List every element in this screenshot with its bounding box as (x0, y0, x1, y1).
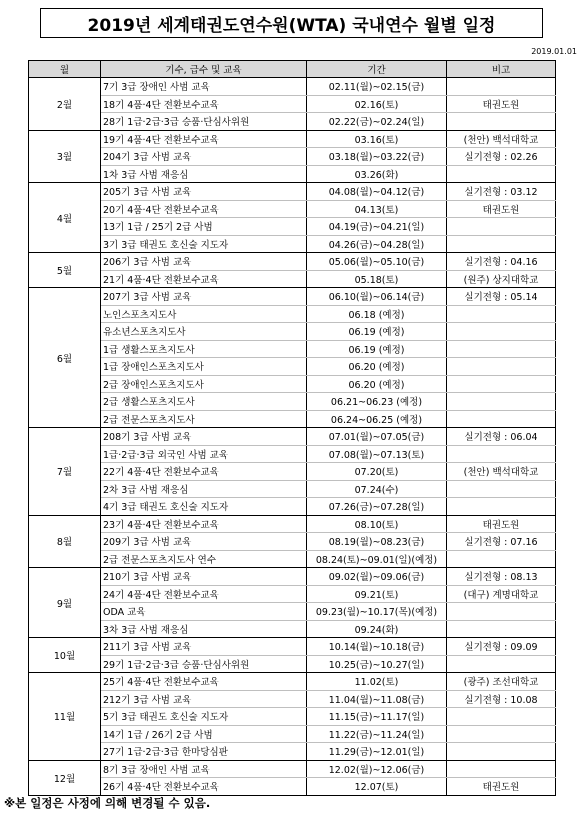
course-cell: 2급 전문스포츠지도사 (101, 410, 307, 428)
note-cell (447, 655, 556, 673)
period-cell: 09.23(월)~10.17(목)(예정) (307, 603, 447, 621)
course-cell: 19기 4품·4단 전환보수교육 (101, 130, 307, 148)
table-row (29, 743, 556, 761)
header-period: 기간 (307, 61, 447, 78)
note-cell: 실기전형 : 04.16 (447, 253, 556, 271)
table-row (29, 655, 556, 673)
table-row (29, 305, 556, 323)
course-cell: 1급 장애인스포츠지도사 (101, 358, 307, 376)
period-cell: 04.26(금)~04.28(일) (307, 235, 447, 253)
period-cell: 12.02(월)~12.06(금) (307, 760, 447, 778)
course-cell: 21기 4품·4단 전환보수교육 (101, 270, 307, 288)
note-cell: (원주) 상지대학교 (447, 270, 556, 288)
course-cell: 210기 3급 사범 교육 (101, 568, 307, 586)
table-row (29, 95, 556, 113)
table-row (29, 410, 556, 428)
period-cell: 06.20 (예정) (307, 375, 447, 393)
header-month: 월 (29, 61, 101, 78)
course-cell: 7기 3급 장애인 사범 교육 (101, 78, 307, 96)
course-cell: 23기 4품·4단 전환보수교육 (101, 515, 307, 533)
table-row (29, 340, 556, 358)
note-cell (447, 358, 556, 376)
course-cell: 8기 3급 장애인 사범 교육 (101, 760, 307, 778)
table-row (29, 218, 556, 236)
document-title (40, 8, 543, 38)
period-cell: 06.24~06.25 (예정) (307, 410, 447, 428)
period-cell: 08.10(토) (307, 515, 447, 533)
note-cell (447, 480, 556, 498)
note-cell (447, 445, 556, 463)
period-cell: 06.21~06.23 (예정) (307, 393, 447, 411)
course-cell: 18기 4품·4단 전환보수교육 (101, 95, 307, 113)
table-row (29, 130, 556, 148)
course-cell: 25기 4품·4단 전환보수교육 (101, 673, 307, 691)
note-cell: 실기전형 : 10.08 (447, 690, 556, 708)
table-row (29, 253, 556, 271)
month-cell: 5월 (29, 253, 101, 288)
table-header-row (29, 61, 556, 78)
course-cell: 1급·2급·3급 외국인 사범 교육 (101, 445, 307, 463)
period-cell: 08.19(월)~08.23(금) (307, 533, 447, 551)
note-cell: 실기전형 : 03.12 (447, 183, 556, 201)
month-cell: 7월 (29, 428, 101, 516)
course-cell: 20기 4품·4단 전환보수교육 (101, 200, 307, 218)
period-cell: 11.22(금)~11.24(일) (307, 725, 447, 743)
note-cell (447, 78, 556, 96)
note-cell: (천안) 백석대학교 (447, 130, 556, 148)
course-cell: 22기 4품·4단 전환보수교육 (101, 463, 307, 481)
period-cell: 11.04(월)~11.08(금) (307, 690, 447, 708)
header-course: 기수, 급수 및 교육 (101, 61, 307, 78)
period-cell: 03.16(토) (307, 130, 447, 148)
note-cell: 태권도원 (447, 200, 556, 218)
period-cell: 04.13(토) (307, 200, 447, 218)
course-cell: 27기 1급·2급·3급 한마당심판 (101, 743, 307, 761)
note-cell (447, 375, 556, 393)
note-cell (447, 620, 556, 638)
course-cell: 2급 장애인스포츠지도사 (101, 375, 307, 393)
course-cell: 2급 전문스포츠지도사 연수 (101, 550, 307, 568)
footer-note: ※본 일정은 사정에 의해 변경될 수 있음. (4, 796, 211, 810)
month-cell: 4월 (29, 183, 101, 253)
period-cell: 12.07(토) (307, 778, 447, 796)
course-cell: 207기 3급 사범 교육 (101, 288, 307, 306)
header-note: 비고 (447, 61, 556, 78)
period-cell: 06.20 (예정) (307, 358, 447, 376)
table-row (29, 480, 556, 498)
period-cell: 06.19 (예정) (307, 323, 447, 341)
note-cell (447, 305, 556, 323)
table-row (29, 778, 556, 796)
course-cell: 26기 4품·4단 전환보수교육 (101, 778, 307, 796)
course-cell: 206기 3급 사범 교육 (101, 253, 307, 271)
table-row (29, 463, 556, 481)
course-cell: 205기 3급 사범 교육 (101, 183, 307, 201)
note-cell: 실기전형 : 02.26 (447, 148, 556, 166)
table-row (29, 165, 556, 183)
period-cell: 02.11(월)~02.15(금) (307, 78, 447, 96)
course-cell: 212기 3급 사범 교육 (101, 690, 307, 708)
course-cell: 28기 1급·2급·3급 승품·단심사위원 (101, 113, 307, 131)
table-row (29, 375, 556, 393)
document-title-text: 2019년 세계태권도연수원(WTA) 국내연수 월별 일정 (87, 15, 496, 36)
period-cell: 11.29(금)~12.01(일) (307, 743, 447, 761)
period-cell: 10.25(금)~10.27(일) (307, 655, 447, 673)
table-row (29, 235, 556, 253)
note-cell: (대구) 계명대학교 (447, 585, 556, 603)
note-cell: (천안) 백석대학교 (447, 463, 556, 481)
period-cell: 02.16(토) (307, 95, 447, 113)
period-cell: 06.19 (예정) (307, 340, 447, 358)
schedule-body (29, 78, 556, 796)
period-cell: 07.20(토) (307, 463, 447, 481)
note-cell (447, 113, 556, 131)
note-cell (447, 550, 556, 568)
period-cell: 07.26(금)~07.28(일) (307, 498, 447, 516)
note-cell (447, 410, 556, 428)
table-row (29, 498, 556, 516)
note-cell (447, 708, 556, 726)
month-cell: 3월 (29, 130, 101, 183)
table-row (29, 78, 556, 96)
month-cell: 12월 (29, 760, 101, 795)
month-cell: 8월 (29, 515, 101, 568)
table-row (29, 270, 556, 288)
month-cell: 11월 (29, 673, 101, 761)
note-cell: 실기전형 : 08.13 (447, 568, 556, 586)
course-cell: 1차 3급 사범 재응심 (101, 165, 307, 183)
course-cell: 3기 3급 태권도 호신술 지도자 (101, 235, 307, 253)
period-cell: 04.19(금)~04.21(일) (307, 218, 447, 236)
table-row (29, 690, 556, 708)
note-cell (447, 218, 556, 236)
note-cell (447, 743, 556, 761)
period-cell: 11.02(토) (307, 673, 447, 691)
course-cell: 2급 생활스포츠지도사 (101, 393, 307, 411)
table-row (29, 585, 556, 603)
table-row (29, 603, 556, 621)
note-cell (447, 165, 556, 183)
course-cell: 3차 3급 사범 재응심 (101, 620, 307, 638)
note-cell (447, 340, 556, 358)
note-cell (447, 603, 556, 621)
table-row (29, 760, 556, 778)
course-cell: 1급 생활스포츠지도사 (101, 340, 307, 358)
note-cell: 실기전형 : 05.14 (447, 288, 556, 306)
course-cell: 14기 1급 / 26기 2급 사범 (101, 725, 307, 743)
course-cell: 4기 3급 태권도 호신술 지도자 (101, 498, 307, 516)
course-cell: 13기 1급 / 25기 2급 사범 (101, 218, 307, 236)
note-cell: 실기전형 : 09.09 (447, 638, 556, 656)
note-cell (447, 498, 556, 516)
course-cell: 2차 3급 사범 재응심 (101, 480, 307, 498)
note-cell: 태권도원 (447, 95, 556, 113)
period-cell: 07.24(수) (307, 480, 447, 498)
period-cell: 05.06(월)~05.10(금) (307, 253, 447, 271)
note-cell: 실기전형 : 07.16 (447, 533, 556, 551)
period-cell: 11.15(금)~11.17(일) (307, 708, 447, 726)
course-cell: 204기 3급 사범 교육 (101, 148, 307, 166)
period-cell: 07.01(월)~07.05(금) (307, 428, 447, 446)
table-row (29, 113, 556, 131)
period-cell: 09.24(화) (307, 620, 447, 638)
table-row (29, 288, 556, 306)
period-cell: 06.18 (예정) (307, 305, 447, 323)
table-row (29, 515, 556, 533)
table-row (29, 620, 556, 638)
course-cell: 24기 4품·4단 전환보수교육 (101, 585, 307, 603)
table-row (29, 200, 556, 218)
table-row (29, 725, 556, 743)
period-cell: 09.21(토) (307, 585, 447, 603)
table-row (29, 358, 556, 376)
note-cell (447, 235, 556, 253)
table-row (29, 673, 556, 691)
period-cell: 03.26(화) (307, 165, 447, 183)
table-row (29, 638, 556, 656)
table-row (29, 428, 556, 446)
note-cell: (광주) 조선대학교 (447, 673, 556, 691)
note-cell: 태권도원 (447, 515, 556, 533)
table-row (29, 445, 556, 463)
note-cell (447, 760, 556, 778)
period-cell: 08.24(토)~09.01(일)(예정) (307, 550, 447, 568)
note-cell (447, 393, 556, 411)
month-cell: 9월 (29, 568, 101, 638)
note-cell: 태권도원 (447, 778, 556, 796)
course-cell: ODA 교육 (101, 603, 307, 621)
table-row (29, 550, 556, 568)
month-cell: 2월 (29, 78, 101, 131)
month-cell: 6월 (29, 288, 101, 428)
period-cell: 02.22(금)~02.24(일) (307, 113, 447, 131)
period-cell: 05.18(토) (307, 270, 447, 288)
course-cell: 5기 3급 태권도 호신술 지도자 (101, 708, 307, 726)
course-cell: 208기 3급 사범 교육 (101, 428, 307, 446)
note-cell (447, 725, 556, 743)
document-date: 2019.01.01 (531, 47, 577, 56)
period-cell: 07.08(월)~07.13(토) (307, 445, 447, 463)
course-cell: 211기 3급 사범 교육 (101, 638, 307, 656)
period-cell: 10.14(월)~10.18(금) (307, 638, 447, 656)
course-cell: 209기 3급 사범 교육 (101, 533, 307, 551)
schedule-table (28, 60, 556, 796)
table-row (29, 533, 556, 551)
period-cell: 06.10(월)~06.14(금) (307, 288, 447, 306)
table-row (29, 148, 556, 166)
table-row (29, 393, 556, 411)
period-cell: 04.08(월)~04.12(금) (307, 183, 447, 201)
period-cell: 09.02(월)~09.06(금) (307, 568, 447, 586)
note-cell (447, 323, 556, 341)
course-cell: 유소년스포츠지도사 (101, 323, 307, 341)
period-cell: 03.18(월)~03.22(금) (307, 148, 447, 166)
table-row (29, 323, 556, 341)
month-cell: 10월 (29, 638, 101, 673)
table-row (29, 183, 556, 201)
table-row (29, 568, 556, 586)
course-cell: 29기 1급·2급·3급 승품·단심사위원 (101, 655, 307, 673)
table-row (29, 708, 556, 726)
note-cell: 실기전형 : 06.04 (447, 428, 556, 446)
course-cell: 노인스포츠지도사 (101, 305, 307, 323)
